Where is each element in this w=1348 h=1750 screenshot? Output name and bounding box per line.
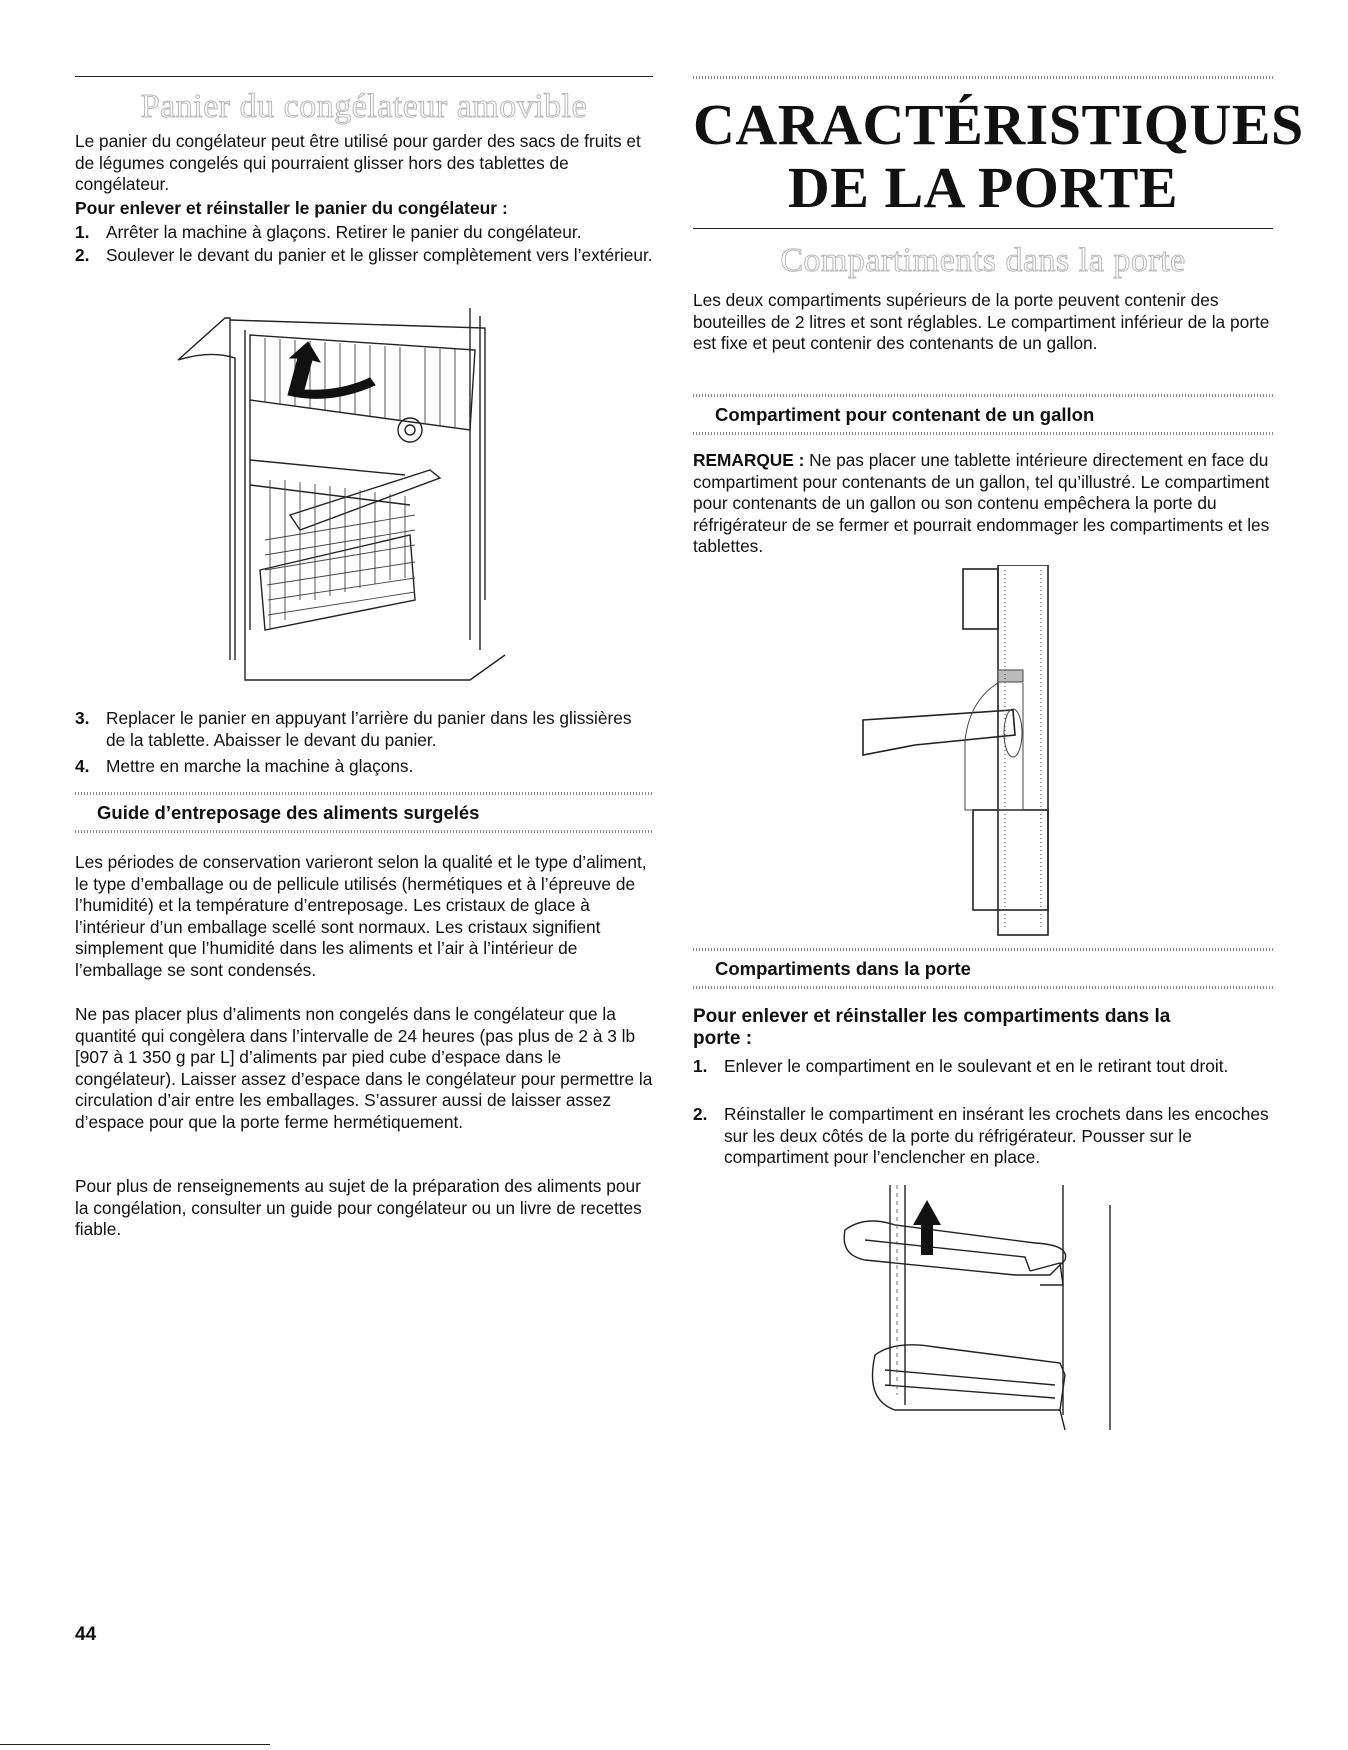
frozen-food-guide-heading: Guide d’entreposage des aliments surgelés <box>97 802 480 823</box>
freezer-step-2 <box>75 245 653 267</box>
bottom-rule <box>0 1744 270 1745</box>
guide-paragraph-1: Les périodes de conservation varieront selon la qualité et le type d’aliment, le type d’emballage ou de pellicule utilisés (hermétiques et à l’épreuve de l’humidité) et la température d’entreposage. Les cristaux de glace à l’intérieur d’un emballage scellé sont normaux. Les cristaux signifient simplement que l’humidité dans les aliments et l’air à l’intérieur de l’emballage se sont condensés. <box>75 852 647 980</box>
section-title-freezer-basket: Panier du congélateur amovible <box>140 88 588 125</box>
door-bin-illustration <box>835 1185 1125 1445</box>
door-step-1 <box>693 1056 1275 1078</box>
step-number: 3. <box>75 708 90 728</box>
door-bins-heading: Compartiments dans la porte <box>715 958 971 979</box>
step-number: 4. <box>75 756 90 776</box>
divider-dotted <box>693 394 1273 397</box>
main-title-line-1: CARACTÉRISTIQUES <box>693 92 1304 157</box>
divider-dotted <box>693 948 1273 951</box>
step-number: 2. <box>693 1104 708 1124</box>
divider-dotted <box>75 830 653 833</box>
freezer-step-4 <box>75 756 653 778</box>
step-text: Soulever le devant du panier et le glisser complètement vers l’extérieur. <box>106 245 653 265</box>
step-text: Enlever le compartiment en le soulevant et en le retirant tout droit. <box>724 1056 1229 1076</box>
divider-dotted <box>75 792 653 795</box>
freezer-basket-intro: Le panier du congélateur peut être utilisé pour garder des sacs de fruits et de légumes congelés qui pourraient glisser hors des tablettes de congélateur. <box>75 131 641 194</box>
gallon-bin-heading: Compartiment pour contenant de un gallon <box>715 404 1095 425</box>
step-text: Réinstaller le compartiment en insérant les crochets dans les encoches sur les deux côtés de la porte du réfrigérateur. Pousser sur le compartiment pour l’enclencher en place. <box>724 1104 1269 1167</box>
step-number: 1. <box>693 1056 708 1076</box>
divider-dotted <box>693 432 1273 435</box>
top-rule-right <box>693 76 1273 79</box>
main-title-line-2: DE LA PORTE <box>787 155 1179 220</box>
step-text: Arrêter la machine à glaçons. Retirer le panier du congélateur. <box>106 222 582 242</box>
guide-paragraph-2: Ne pas placer plus d’aliments non congelés dans le congélateur que la quantité qui congèlera dans l’intervalle de 24 heures (pas plus de 2 à 3 lb [907 à 1 350 g par L] d’aliments par pied cube d’espace dans le congélateur). Laisser assez d’espace dans le congélateur pour permettre la circulation d’air entre les emballages. S’assurer aussi de laisser assez d’espace pour que la porte ferme hermétiquement. <box>75 1004 653 1132</box>
gallon-bin-illustration <box>855 565 1125 945</box>
freezer-step-3 <box>75 708 653 751</box>
door-bins-intro: Les deux compartiments supérieurs de la porte peuvent contenir des bouteilles de 2 litres et sont réglables. Le compartiment inférieur de la porte est fixe et peut contenir des contenants de un gallon. <box>693 290 1270 353</box>
remarque-label: REMARQUE : <box>693 450 805 470</box>
door-step-2 <box>693 1104 1275 1169</box>
freezer-step-1 <box>75 222 653 244</box>
door-bins-procedure-heading: Pour enlever et réinstaller les compartiments dans la porte : <box>693 1006 1171 1049</box>
guide-paragraph-3: Pour plus de renseignements au sujet de la préparation des aliments pour la congélation, consulter un guide pour congélateur ou un livre de recettes fiable. <box>75 1176 642 1239</box>
title-rule <box>693 228 1273 229</box>
freezer-basket-illustration <box>170 300 570 700</box>
lift-arrow-icon <box>288 342 375 398</box>
step-text: Replacer le panier en appuyant l’arrière du panier dans les glissières de la tablette. Abaisser le devant du panier. <box>106 708 632 750</box>
page-number: 44 <box>75 1624 97 1645</box>
freezer-basket-procedure-heading: Pour enlever et réinstaller le panier du congélateur : <box>75 198 508 218</box>
step-number: 1. <box>75 222 90 242</box>
top-rule-left <box>75 76 653 77</box>
remarque-note <box>693 450 1275 558</box>
remarque-text: Ne pas placer une tablette intérieure directement en face du compartiment pour contenants de un gallon, tel qu’illustré. Le compartiment pour contenants de un gallon ou son contenu empêchera la porte du réfrigérateur de se fermer et pourrait endommager les compartiments et les tablettes. <box>693 450 1270 556</box>
section-title-door-bins: Compartiments dans la porte <box>780 242 1186 279</box>
step-text: Mettre en marche la machine à glaçons. <box>106 756 414 776</box>
divider-dotted <box>693 986 1273 989</box>
step-number: 2. <box>75 245 90 265</box>
